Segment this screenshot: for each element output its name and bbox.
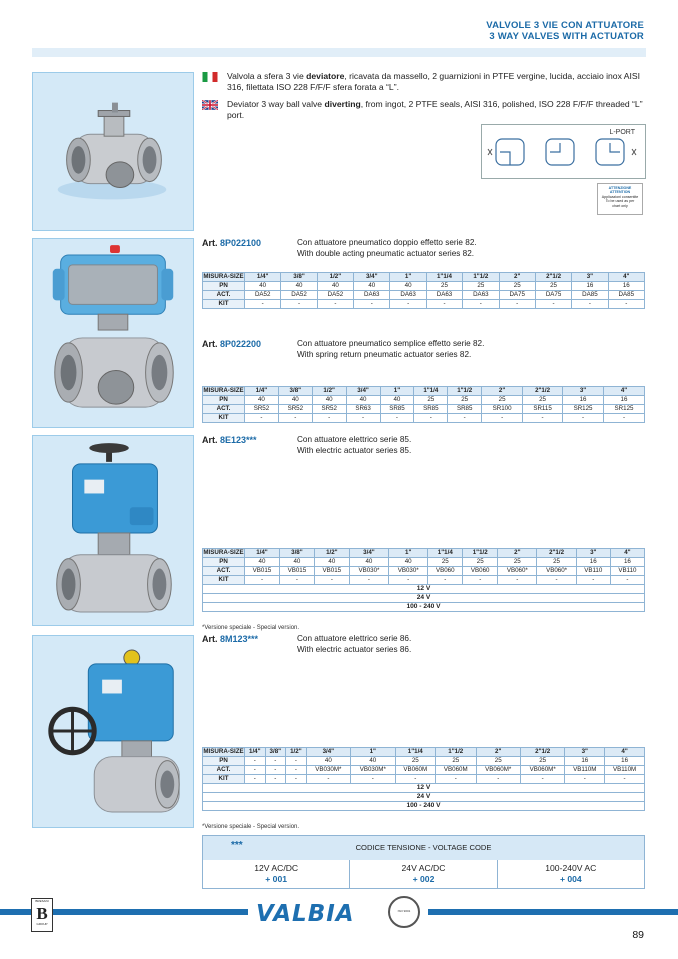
voltage-row: 100 - 240 V (203, 603, 645, 612)
attention-title-en: ATTENTION (609, 190, 631, 195)
article-title: Art. 8E123*** (202, 435, 257, 445)
table-cell: - (380, 414, 414, 423)
table-cell: 1"1/2 (463, 273, 499, 282)
page-header (486, 20, 644, 42)
table-cell: - (610, 576, 644, 585)
row-label: MISURA-SIZE (203, 549, 244, 556)
table-cell: 1/2" (312, 387, 346, 396)
special-version-note: *Versione speciale - Special version. (202, 625, 300, 631)
table-cell: - (245, 766, 266, 775)
table-cell: DA75 (535, 291, 571, 300)
table-cell: SR115 (523, 405, 563, 414)
table-cell: 1/4" (245, 549, 280, 558)
table-cell: VB015 (245, 567, 280, 576)
table-cell: 3/8" (278, 387, 312, 396)
row-label: MISURA-SIZE (203, 387, 244, 394)
attention-line-2: To be used as per (605, 199, 635, 204)
table-cell: SR52 (278, 405, 312, 414)
table-cell: - (426, 300, 462, 309)
table-cell: 1"1/2 (463, 549, 498, 558)
table-cell: 1/4" (245, 748, 266, 757)
table-cell: 1"1/4 (414, 387, 448, 396)
uk-flag-icon (202, 100, 218, 110)
table-cell: 1"1/2 (448, 387, 482, 396)
table-cell: 1/2" (286, 748, 307, 757)
table-cell: - (265, 775, 286, 784)
table-cell: 3" (563, 387, 604, 396)
table-cell: - (312, 414, 346, 423)
table-cell: 4" (605, 748, 645, 757)
table-cell: - (482, 414, 523, 423)
table-cell: 4" (610, 549, 644, 558)
intro-it-bold: deviatore (306, 71, 345, 81)
table-cell: - (498, 576, 537, 585)
table-cell: - (535, 300, 571, 309)
table-cell: - (245, 775, 266, 784)
table-cell: DA63 (463, 291, 499, 300)
row-label: KIT (203, 414, 245, 423)
table-cell: 16 (563, 396, 604, 405)
table-cell: 25 (537, 558, 576, 567)
lport-label: L-PORT (609, 129, 635, 136)
row-label: MISURA-SIZE (203, 748, 244, 755)
table-cell: 40 (349, 558, 388, 567)
table-cell: VB060M* (520, 766, 564, 775)
table-cell: - (306, 775, 350, 784)
table-cell: - (346, 414, 380, 423)
table-cell: 1" (390, 273, 426, 282)
attention-line-1: Applicazioni consentite (601, 194, 639, 199)
table-cell: VB030* (349, 567, 388, 576)
table-cell: 1" (389, 549, 428, 558)
header-title-it: VALVOLE 3 VIE CON ATTUATORE (486, 20, 644, 31)
row-label: PN (203, 396, 245, 405)
table-cell: - (605, 775, 645, 784)
table-cell: 40 (390, 282, 426, 291)
intro-en-rest: , from ingot, 2 PTFE seals, AISI 316, polished, ISO 228 F/F/F threaded “L” port. (227, 99, 643, 120)
table-cell: DA52 (245, 291, 281, 300)
table-cell: - (245, 757, 266, 766)
table-cell: 2"1/2 (523, 387, 563, 396)
table-cell: - (576, 576, 610, 585)
table-cell: 3/4" (346, 387, 380, 396)
table-cell: - (463, 300, 499, 309)
table-cell: VB060* (537, 567, 576, 576)
table-cell: 40 (354, 282, 390, 291)
table-cell: 2" (476, 748, 520, 757)
table-cell: 40 (279, 558, 314, 567)
table-cell: - (265, 757, 286, 766)
table-cell: 1/2" (317, 273, 353, 282)
table-cell: 40 (312, 396, 346, 405)
table-cell: 25 (520, 757, 564, 766)
table-cell: - (476, 775, 520, 784)
intro-en-bold: diverting (324, 99, 361, 109)
table-cell: 40 (245, 396, 279, 405)
valbia-logo: VALBIA (256, 901, 355, 927)
table-cell: SR125 (604, 405, 645, 414)
article-title: Art. 8P022200 (202, 339, 262, 349)
table-cell: - (389, 576, 428, 585)
voltage-row: 24 V (203, 594, 645, 603)
voltage-row: 12 V (203, 585, 645, 594)
table-cell: DA52 (317, 291, 353, 300)
iso-seal-icon: ISO 9001 (388, 896, 420, 928)
table-cell: 3" (572, 273, 608, 282)
table-cell: 1"1/4 (428, 549, 463, 558)
table-cell: SR85 (414, 405, 448, 414)
table-cell: 3/4" (306, 748, 350, 757)
table-cell: 25 (498, 558, 537, 567)
intro-en-text: Deviator 3 way ball valve (227, 99, 325, 109)
table-cell: VB110 (610, 567, 644, 576)
table-cell: - (604, 414, 645, 423)
page-number: 89 (632, 929, 644, 941)
table-cell: - (436, 775, 477, 784)
intro-it-text: Valvola a sfera 3 vie (227, 71, 307, 81)
article-description: Con attuatore pneumatico semplice effetto serie 82. With spring return pneumatic actuator series 82. (297, 339, 485, 359)
voltage-code-cell: 24V AC/DC + 002 (350, 860, 497, 888)
article-title: Art. 8P022100 (202, 238, 262, 248)
table-cell: 16 (610, 558, 644, 567)
table-cell: - (523, 414, 563, 423)
table-cell: 3" (576, 549, 610, 558)
table-cell: 3/4" (354, 273, 390, 282)
table-cell: DA63 (354, 291, 390, 300)
table-cell: - (245, 300, 281, 309)
voltage-row: 12 V (203, 784, 645, 793)
table-cell: VB030M* (306, 766, 350, 775)
table-cell: 40 (314, 558, 349, 567)
table-cell: 16 (605, 757, 645, 766)
attention-note (597, 183, 643, 215)
table-cell: 1/2" (314, 549, 349, 558)
table-cell: 3/8" (279, 549, 314, 558)
table-cell: VB060 (463, 567, 498, 576)
product-image-electric-86 (32, 635, 194, 828)
row-label: KIT (203, 775, 245, 784)
table-cell: - (317, 300, 353, 309)
spec-table (202, 272, 645, 309)
voltage-code-stars: *** (231, 840, 243, 851)
footer-bar-right (428, 909, 678, 915)
attention-line-3: chart only (612, 203, 628, 208)
table-cell: SR85 (448, 405, 482, 414)
article-description: Con attuatore elettrico serie 86. With electric actuator series 86. (297, 634, 412, 654)
table-cell: - (520, 775, 564, 784)
voltage-code-cell: 12V AC/DC + 001 (203, 860, 350, 888)
table-cell: - (351, 775, 395, 784)
article-title: Art. 8M123*** (202, 634, 259, 644)
table-cell: SR85 (380, 405, 414, 414)
table-cell: 25 (499, 282, 535, 291)
table-cell: 2"1/2 (535, 273, 571, 282)
table-cell: - (499, 300, 535, 309)
table-cell: 40 (351, 757, 395, 766)
table-cell: - (286, 775, 307, 784)
table-cell: - (448, 414, 482, 423)
table-cell: 16 (565, 757, 605, 766)
table-cell: 25 (463, 558, 498, 567)
table-cell: VB060M (436, 766, 477, 775)
article-code: 8M123*** (220, 634, 259, 644)
table-cell: 2" (482, 387, 523, 396)
bresani-logo: BRESANI B GROUP (31, 898, 53, 932)
italy-flag-icon (202, 72, 218, 82)
table-cell: - (537, 576, 576, 585)
table-cell: 40 (281, 282, 317, 291)
voltage-code-cell: 100-240V AC + 004 (545, 863, 597, 884)
row-label: KIT (203, 300, 245, 309)
table-cell: VB030* (389, 567, 428, 576)
intro-it-rest: , ricavata da massello, 2 guarnizioni in PTFE vergine, lucida, acciaio inox AISI 316, filettata ISO 228 F/F/F sfera forata a “L”. (227, 71, 641, 92)
table-cell: 25 (523, 396, 563, 405)
table-cell: 16 (604, 396, 645, 405)
spec-table (202, 548, 645, 612)
table-cell: 40 (380, 396, 414, 405)
table-cell: - (286, 766, 307, 775)
table-cell: - (349, 576, 388, 585)
table-cell: VB015 (314, 567, 349, 576)
table-cell: 40 (317, 282, 353, 291)
table-cell: 40 (306, 757, 350, 766)
table-cell: - (572, 300, 608, 309)
table-cell: 40 (245, 558, 280, 567)
article-code: 8P022100 (220, 238, 262, 248)
table-cell: 1/4" (245, 387, 279, 396)
spec-table (202, 386, 645, 423)
table-cell: - (278, 414, 312, 423)
table-cell: - (563, 414, 604, 423)
table-cell: DA63 (390, 291, 426, 300)
table-cell: 3" (565, 748, 605, 757)
table-cell: SR52 (312, 405, 346, 414)
table-cell: 25 (448, 396, 482, 405)
table-cell: 40 (245, 282, 281, 291)
table-cell: 16 (608, 282, 644, 291)
table-cell: SR125 (563, 405, 604, 414)
table-cell: 2"1/2 (520, 748, 564, 757)
table-cell: DA85 (572, 291, 608, 300)
table-cell: VB110M (605, 766, 645, 775)
table-cell: - (314, 576, 349, 585)
voltage-row: 100 - 240 V (203, 802, 645, 811)
voltage-row: 24 V (203, 793, 645, 802)
table-cell: SR63 (346, 405, 380, 414)
table-cell: DA85 (608, 291, 644, 300)
table-cell: 3/8" (265, 748, 286, 757)
table-cell: - (265, 766, 286, 775)
row-label: PN (203, 757, 245, 766)
table-cell: 1" (380, 387, 414, 396)
table-cell: 25 (482, 396, 523, 405)
table-cell: 4" (608, 273, 644, 282)
voltage-code-table (202, 835, 645, 889)
article-description: Con attuatore elettrico serie 85. With electric actuator series 85. (297, 435, 412, 455)
table-cell: 3/4" (349, 549, 388, 558)
table-cell: - (279, 576, 314, 585)
table-cell: 25 (426, 282, 462, 291)
table-cell: - (245, 576, 280, 585)
table-cell: VB060* (498, 567, 537, 576)
table-cell: 16 (572, 282, 608, 291)
table-cell: - (390, 300, 426, 309)
row-label: ACT. (203, 291, 245, 300)
table-cell: SR100 (482, 405, 523, 414)
table-cell: 2" (499, 273, 535, 282)
table-cell: 1/4" (245, 273, 281, 282)
table-cell: 40 (278, 396, 312, 405)
table-cell: - (608, 300, 644, 309)
table-cell: VB015 (279, 567, 314, 576)
lport-diagram (481, 124, 646, 179)
table-cell: 40 (346, 396, 380, 405)
table-cell: VB060 (428, 567, 463, 576)
table-cell: 25 (414, 396, 448, 405)
table-cell: 16 (576, 558, 610, 567)
table-cell: 1"1/4 (395, 748, 436, 757)
table-cell: - (245, 414, 279, 423)
voltage-code-title: CODICE TENSIONE - VOLTAGE CODE (355, 843, 492, 852)
table-cell: VB060M (395, 766, 436, 775)
table-cell: 2"1/2 (537, 549, 576, 558)
table-cell: DA75 (499, 291, 535, 300)
row-label: PN (203, 282, 245, 291)
table-cell: 25 (476, 757, 520, 766)
table-cell: 1"1/4 (426, 273, 462, 282)
table-cell: 3/8" (281, 273, 317, 282)
intro-english (202, 99, 647, 121)
row-label: PN (203, 558, 245, 567)
table-cell: SR52 (245, 405, 279, 414)
table-cell: - (286, 757, 307, 766)
header-title-en: 3 WAY VALVES WITH ACTUATOR (489, 31, 644, 42)
product-image-valve (32, 72, 194, 231)
header-bar (32, 48, 646, 57)
intro-italian (202, 71, 647, 93)
table-cell: DA63 (426, 291, 462, 300)
table-cell: DA52 (281, 291, 317, 300)
row-label: ACT. (203, 766, 245, 775)
table-cell: - (395, 775, 436, 784)
article-code: 8E123*** (220, 435, 257, 445)
article-description: Con attuatore pneumatico doppio effetto serie 82. With double acting pneumatic actuator series 82. (297, 238, 477, 258)
product-image-electric-85 (32, 435, 194, 626)
table-cell: 25 (436, 757, 477, 766)
table-cell: 40 (389, 558, 428, 567)
special-version-note: *Versione speciale - Special version. (202, 824, 300, 830)
table-cell: - (565, 775, 605, 784)
article-code: 8P022200 (220, 339, 262, 349)
attention-title-it: ATTENZIONE (608, 186, 632, 190)
table-cell: 25 (463, 282, 499, 291)
table-cell: VB060M* (476, 766, 520, 775)
table-cell: 1" (351, 748, 395, 757)
table-cell: 25 (428, 558, 463, 567)
table-cell: 25 (535, 282, 571, 291)
table-cell: 25 (395, 757, 436, 766)
table-cell: - (414, 414, 448, 423)
row-label: ACT. (203, 567, 245, 576)
table-cell: - (428, 576, 463, 585)
table-cell: - (463, 576, 498, 585)
product-image-pneumatic (32, 238, 194, 428)
table-cell: 4" (604, 387, 645, 396)
table-cell: VB030M* (351, 766, 395, 775)
row-label: ACT. (203, 405, 245, 414)
table-cell: VB110 (576, 567, 610, 576)
table-cell: 2" (498, 549, 537, 558)
spec-table (202, 747, 645, 811)
row-label: MISURA-SIZE (203, 273, 244, 280)
table-cell: VB110M (565, 766, 605, 775)
table-cell: 1"1/2 (436, 748, 477, 757)
table-cell: - (281, 300, 317, 309)
table-cell: - (354, 300, 390, 309)
row-label: KIT (203, 576, 245, 585)
